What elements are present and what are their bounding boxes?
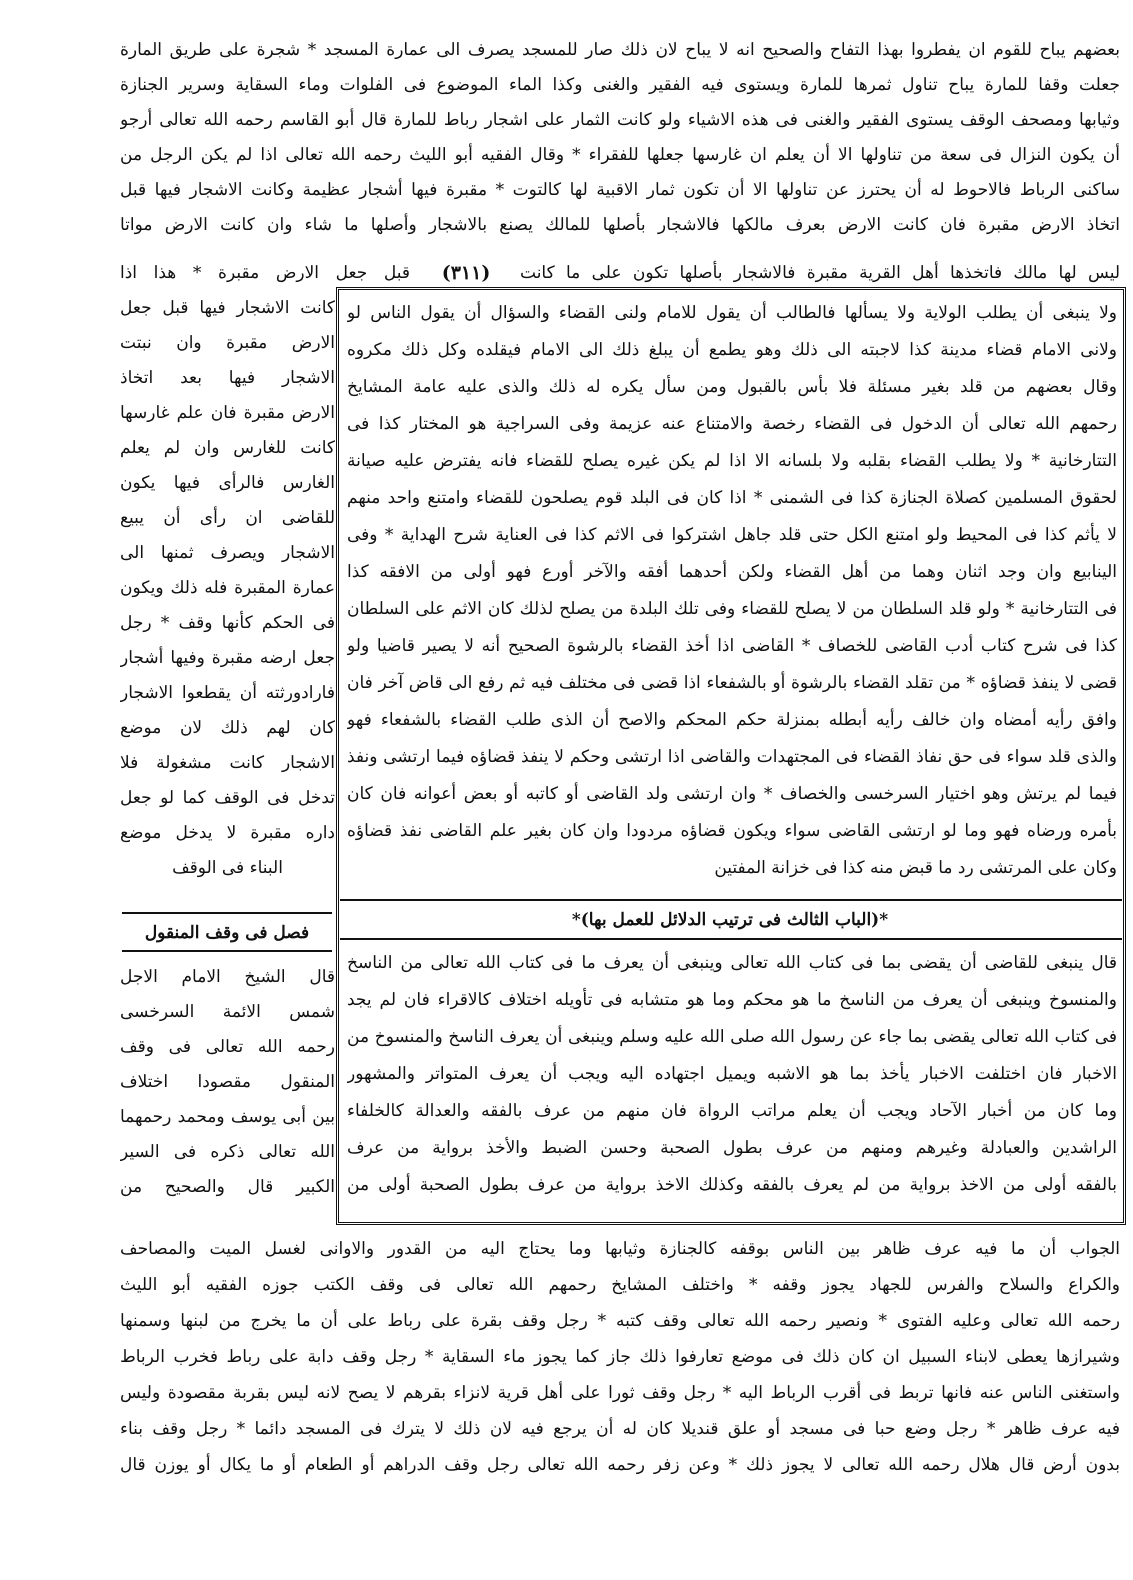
side-line: الاشجار ويصرف ثمنها الى (120, 543, 335, 563)
top-line: اتخاذ الارض مقبرة فان كانت الارض بعرف مالكها فالاشجار بأصلها للمالك يصنع بالاشجار وأصلها ما شاء وان كانت الارض مواتا (120, 215, 1120, 235)
side-line: الكبير قال والصحيح من (120, 1177, 335, 1197)
page-number: (٣١١) (441, 262, 491, 284)
bottom-line: والكراع والسلاح والفرس للجهاد يجوز وقفه * واختلف المشايخ رحمهم الله تعالى فى وقف الكتب جوزه الفقيه أبو الليث (120, 1275, 1120, 1295)
side-line: الله تعالى ذكره فى السير (120, 1142, 335, 1162)
bottom-line: الجواب أن ما فيه عرف ظاهر بين الناس بوقفه كالجنازة وثيابها وما يحتاج اليه من القدور والاوانى لغسل الميت والمصاحف (120, 1239, 1120, 1259)
box-line: قضى لا ينفذ قضاؤه * من تقلد القضاء بالرشوة أو بالشفعاء اذا قضى فى مختلف فيه ثم رفع الى قاض آخر فان (347, 673, 1117, 693)
side-line: تدخل فى الوقف كما لو جعل (120, 788, 335, 808)
box-line: الراشدين والعبادلة وغيرهم ومنهم من عرف بطول الصحبة وحسن الضبط والأخذ برواية من عرف (347, 1138, 1117, 1158)
box-line: بأمره ورضاه فهو وما لو ارتشى القاضى سواء ويكون قضاؤه مردودا وان كان بغير علم القاضى نفذ قضاؤه (347, 821, 1117, 841)
side-line: بين أبى يوسف ومحمد رحمهما (120, 1107, 335, 1127)
side-line: شمس الائمة السرخسى (120, 1002, 335, 1022)
top-line: وثيابها ومصحف الوقف يستوى الفقير والغنى فى هذه الاشياء ولو كانت الثمار على اشجار رباط للمارة قال أبو القاسم رحمه الله تعالى أرجو (120, 110, 1120, 130)
bottom-line: بدون أرض قال هلال رحمه الله تعالى لا يجوز ذلك * وعن زفر رحمه الله تعالى رجل وقف الدراهم أو الطعام أو ما يكال أو يوزن قال (120, 1455, 1120, 1475)
divider (340, 938, 1122, 940)
box-line: فى التتارخانية * ولو قلد السلطان من لا يصلح للقضاء وفى تلك البلدة من يصلح لذلك كان الاثم على السلطان (347, 599, 1117, 619)
box-line: فى كتاب الله تعالى يقضى بما جاء عن رسول الله صلى الله عليه وسلم وينبغى أن يعرف الناسخ والمنسوخ من (347, 1027, 1117, 1047)
box-line: وافق رأيه أمضاه وان خالف رأيه أبطله بمنزلة حكم المحكم والاصح أن الذى طلب القضاء بالشفعاء فهو (347, 710, 1117, 730)
side-line: المنقول مقصودا اختلاف (120, 1072, 335, 1092)
divider (340, 899, 1122, 901)
box-line: رحمهم الله تعالى أن الدخول فى القضاء رخصة والامتناع عنه عزيمة وفى السراجية هو المختار كذا فى (347, 414, 1117, 434)
top-line: أن يكون النزال فى سعة من تناولها الا أن يعلم ان غارسها جعلها للفقراء * وقال الفقيه أبو الليث رحمه الله تعالى اذا لم يكن الرجل من (120, 145, 1120, 165)
side-line: للقاضى ان رأى أن يبيع (120, 508, 335, 528)
side-line: الاشجار فيها بعد اتخاذ (120, 368, 335, 388)
side-line: فارادورثته أن يقطعوا الاشجار (120, 683, 335, 703)
header-line-left: قبل جعل الارض مقبرة * هذا اذا (120, 263, 410, 283)
side-line: رحمه الله تعالى فى وقف (120, 1037, 335, 1057)
side-line: الارض مقبرة فان علم غارسها (120, 403, 335, 423)
box-line: التتارخانية * ولا يطلب القضاء بقلبه ولا بلسانه الا اذا لم يكن غيره يصلح للقضاء فانه يفترض عليه صيانة (347, 451, 1117, 471)
side-line: كان لهم ذلك لان موضع (120, 718, 335, 738)
top-line: جعلت وقفا للمارة يباح تناول ثمرها للمارة ويستوى فيه الفقير والغنى وكذا الماء الموضوع فى الفلوات وماء السقاية وسرير الجنازة (120, 75, 1120, 95)
bottom-line: وشيرازها يعطى لابناء السبيل ان كان ذلك فى موضع تعارفوا ذلك جاز كما يجوز ماء السقاية * رجل وقف دابة على رباط فخرب الرباط (120, 1347, 1120, 1367)
bottom-line: فيه عرف ظاهر * رجل وضع حبا فى مسجد أو علق قنديلا كان له أن يرجع فيه لان ذلك لا يترك فى المسجد دائما * رجل وقف بناء (120, 1419, 1120, 1439)
side-line: كانت الاشجار فيها قبل جعل (120, 298, 335, 318)
box-line: وما كان من أخبار الآحاد ويجب أن يعلم مراتب الرواة فان منهم من عرف بالفقه والعدالة كالخلفاء (347, 1101, 1117, 1121)
top-line: ساكنى الرباط فالاحوط له أن يحترز عن تناولها الا أن تكون ثمار الاقبية لها كالتوت * مقبرة فيها أشجار عظيمة وكانت الاشجار فيها قبل (120, 180, 1120, 200)
box-line: وكان على المرتشى رد ما قبض منه كذا فى خزانة المفتين (714, 858, 1117, 878)
box-line: كذا فى شرح كتاب أدب القاضى للخصاف * القاضى اذا أخذ القضاء بالرشوة الصحيح أنه لا يصير قاضيا ولو (347, 636, 1117, 656)
box-line: لحقوق المسلمين كصلاة الجنازة كذا فى الشمنى * اذا كان فى البلد قوم يصلحون للقضاء وامتنع واحد منهم (347, 488, 1117, 508)
box-line: الينابيع وان وجد اثنان وهما من أهل القضاء ولكن أحدهما أفقه والآخر أورع فهو أولى من الافقه كذا (347, 562, 1117, 582)
header-line-right: ليس لها مالك فاتخذها أهل القرية مقبرة فالاشجار بأصلها تكون على ما كانت (520, 263, 1120, 283)
side-line: قال الشيخ الامام الاجل (120, 967, 335, 987)
side-line: كانت للغارس وان لم يعلم (120, 438, 335, 458)
side-line: الارض مقبرة وان نبتت (120, 333, 335, 353)
side-line: الغارس فالرأى فيها يكون (120, 473, 335, 493)
chapter-title: *(الباب الثالث فى ترتيب الدلائل للعمل بها)* (571, 910, 889, 930)
box-line: والمنسوخ وينبغى أن يعرف من الناسخ ما هو محكم وما هو متشابه فى تأويله اختلاف كالاقراء فان لم يجد (347, 990, 1117, 1010)
box-line: والذى قلد سواء فى حق نفاذ القضاء فى المجتهدات والقاضى اذا ارتشى وحكم لا ينفذ قضاؤه فيما ارتشى ونفذ (347, 747, 1117, 767)
side-line: داره مقبرة لا يدخل موضع (120, 823, 335, 843)
side-line: الاشجار كانت مشغولة فلا (120, 753, 335, 773)
box-line: قال ينبغى للقاضى أن يقضى بما فى كتاب الله تعالى وينبغى أن يعرف ما فى كتاب الله تعالى من الناسخ (347, 953, 1117, 973)
box-line: لا يأثم كذا فى المحيط ولو امتنع الكل حتى قلد جاهل اشتركوا فى الاثم كذا فى العناية شرح الهداية * وفى (347, 525, 1117, 545)
bottom-line: واستغنى الناس عنه فانها تربط فى أقرب الرباط اليه * رجل وقف ثورا على أهل قرية لانزاء بقرهم لا يصح لانه ليس بقربة مقصودة وليس (120, 1383, 1120, 1403)
box-line: بالفقه أولى من الاخذ برواية من لم يعرف بالفقه وكذلك الاخذ برواية من عرف بطول الصحبة أولى من (347, 1175, 1117, 1195)
box-line: وقال بعضهم من قلد بغير مسئلة فلا بأس بالقبول ومن سأل يكره له ذلك والذى عليه عامة المشايخ (347, 377, 1117, 397)
box-line: ولا ينبغى أن يطلب الولاية ولا يسألها فالطالب أن يقول للامام ولنى القضاء والسؤال أن يقول الناس لو (347, 303, 1117, 323)
side-line: جعل ارضه مقبرة وفيها أشجار (120, 648, 335, 668)
side-line: البناء فى الوقف (172, 858, 283, 878)
bottom-line: رحمه الله تعالى وعليه الفتوى * ونصير رحمه الله تعالى وقف كتبه * رجل وقف بقرة على رباط على أن ما يخرج من لبنها وسمنها (120, 1311, 1120, 1331)
top-line: بعضهم يباح للقوم ان يفطروا بهذا التفاح والصحيح انه لا يباح لان ذلك صار للمسجد يصرف الى عمارة المسجد * شجرة على طريق المارة (120, 40, 1120, 60)
side-line: فى الحكم كأنها وقف * رجل (120, 613, 335, 633)
section-title: فصل فى وقف المنقول (144, 923, 310, 943)
box-line: الاخبار فان اختلفت الاخبار يأخذ بما هو الاشبه ويميل اجتهاده اليه ويجب أن يعرف المتواتر والمشهور (347, 1064, 1117, 1084)
box-line: ولانى الامام قضاء مدينة كذا لاجبته الى ذلك وهو يطمع أن يبلغ ذلك الى الامام فيقلده وكل ذلك مكروه (347, 340, 1117, 360)
box-line: فيما لم يرتش وهو اختيار السرخسى والخصاف * وان ارتشى ولد القاضى أو كاتبه أو بعض أعوانه فان كان (347, 784, 1117, 804)
side-line: عمارة المقبرة فله ذلك ويكون (120, 578, 335, 598)
